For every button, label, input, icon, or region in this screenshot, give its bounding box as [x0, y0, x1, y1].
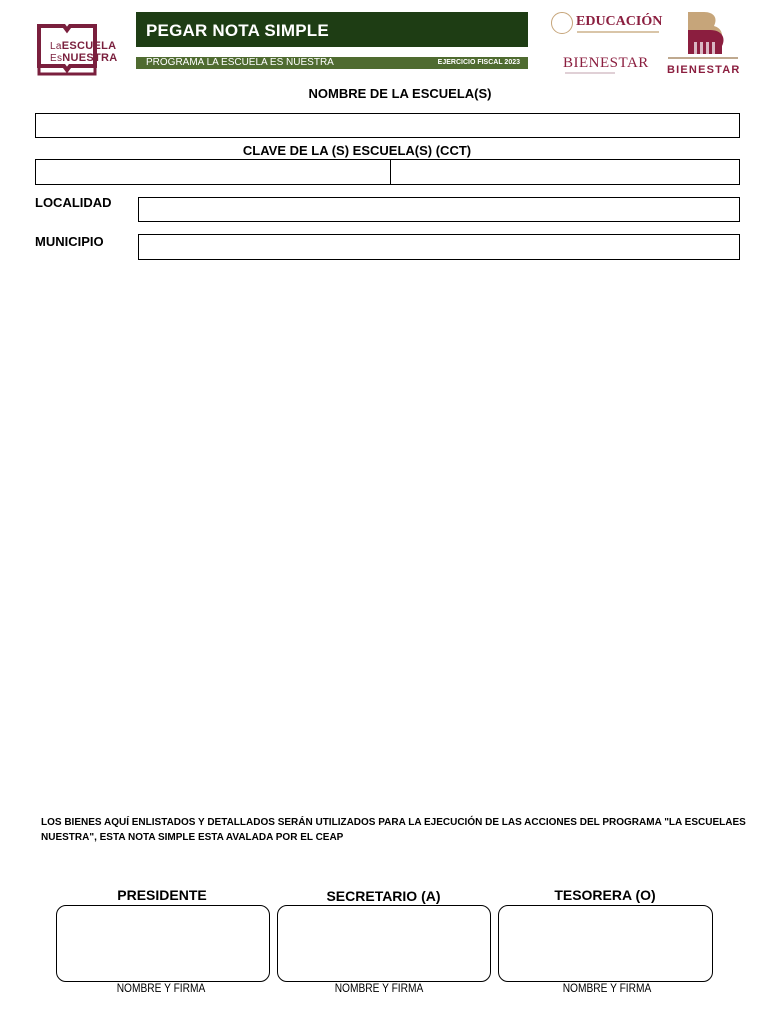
- signature-box-president[interactable]: [56, 905, 270, 982]
- signature-caption-treasurer: NOMBRE Y FIRMA: [562, 981, 652, 995]
- cct-field-1[interactable]: [35, 159, 391, 185]
- signature-title-president: PRESIDENTE: [117, 887, 207, 903]
- seal-icon: [551, 12, 573, 34]
- la-escuela-es-nuestra-logo: [36, 22, 126, 80]
- bienestar-b-logo-subline: [668, 57, 738, 59]
- bienestar-logo-text: BIENESTAR: [563, 55, 649, 71]
- cct-field-2[interactable]: [390, 159, 740, 185]
- locality-label: LOCALIDAD: [35, 195, 112, 210]
- educacion-logo-text: EDUCACIÓN: [576, 14, 663, 29]
- program-name: PROGRAMA LA ESCUELA ES NUESTRA: [146, 57, 334, 68]
- bienestar-b-logo-icon: [684, 12, 726, 56]
- educacion-logo-subline: [577, 31, 659, 33]
- page-title: PEGAR NOTA SIMPLE: [146, 21, 329, 40]
- signature-caption-secretary: NOMBRE Y FIRMA: [334, 981, 424, 995]
- locality-field[interactable]: [138, 197, 740, 222]
- school-name-label: NOMBRE DE LA ESCUELA(S): [308, 86, 492, 101]
- cct-label: CLAVE DE LA (S) ESCUELA(S) (CCT): [242, 143, 472, 158]
- municipality-label: MUNICIPIO: [35, 234, 104, 249]
- logo-prefix-2: Es: [50, 53, 63, 64]
- bienestar-logo-subline: [565, 72, 615, 74]
- logo-prefix-1: La: [50, 41, 62, 52]
- signature-caption-president: NOMBRE Y FIRMA: [116, 981, 206, 995]
- logo-word-nuestra: NUESTRA: [62, 52, 118, 64]
- signature-title-secretary: SECRETARIO (A): [326, 888, 441, 904]
- bienestar-b-logo-text: BIENESTAR: [667, 64, 741, 76]
- school-name-field[interactable]: [35, 113, 740, 138]
- signature-box-secretary[interactable]: [277, 905, 491, 982]
- logo-word-escuela: ESCUELA: [61, 40, 117, 52]
- signature-title-treasurer: TESORERA (O): [554, 887, 656, 903]
- fiscal-year: EJERCICIO FISCAL 2023: [437, 59, 520, 66]
- footer-note: LOS BIENES AQUÍ ENLISTADOS Y DETALLADOS SERÁN UTILIZADOS PARA LA EJECUCIÓN DE LAS ACCIONES DEL PROGRAMA "LA ESCUELAES NUESTRA", ESTA NOTA SIMPLE ESTA AVALADA POR EL CEAP: [41, 817, 746, 843]
- paste-note-area[interactable]: [35, 270, 740, 800]
- title-banner: [136, 12, 528, 47]
- municipality-field[interactable]: [138, 234, 740, 260]
- program-banner: [136, 57, 528, 69]
- signature-box-treasurer[interactable]: [498, 905, 713, 982]
